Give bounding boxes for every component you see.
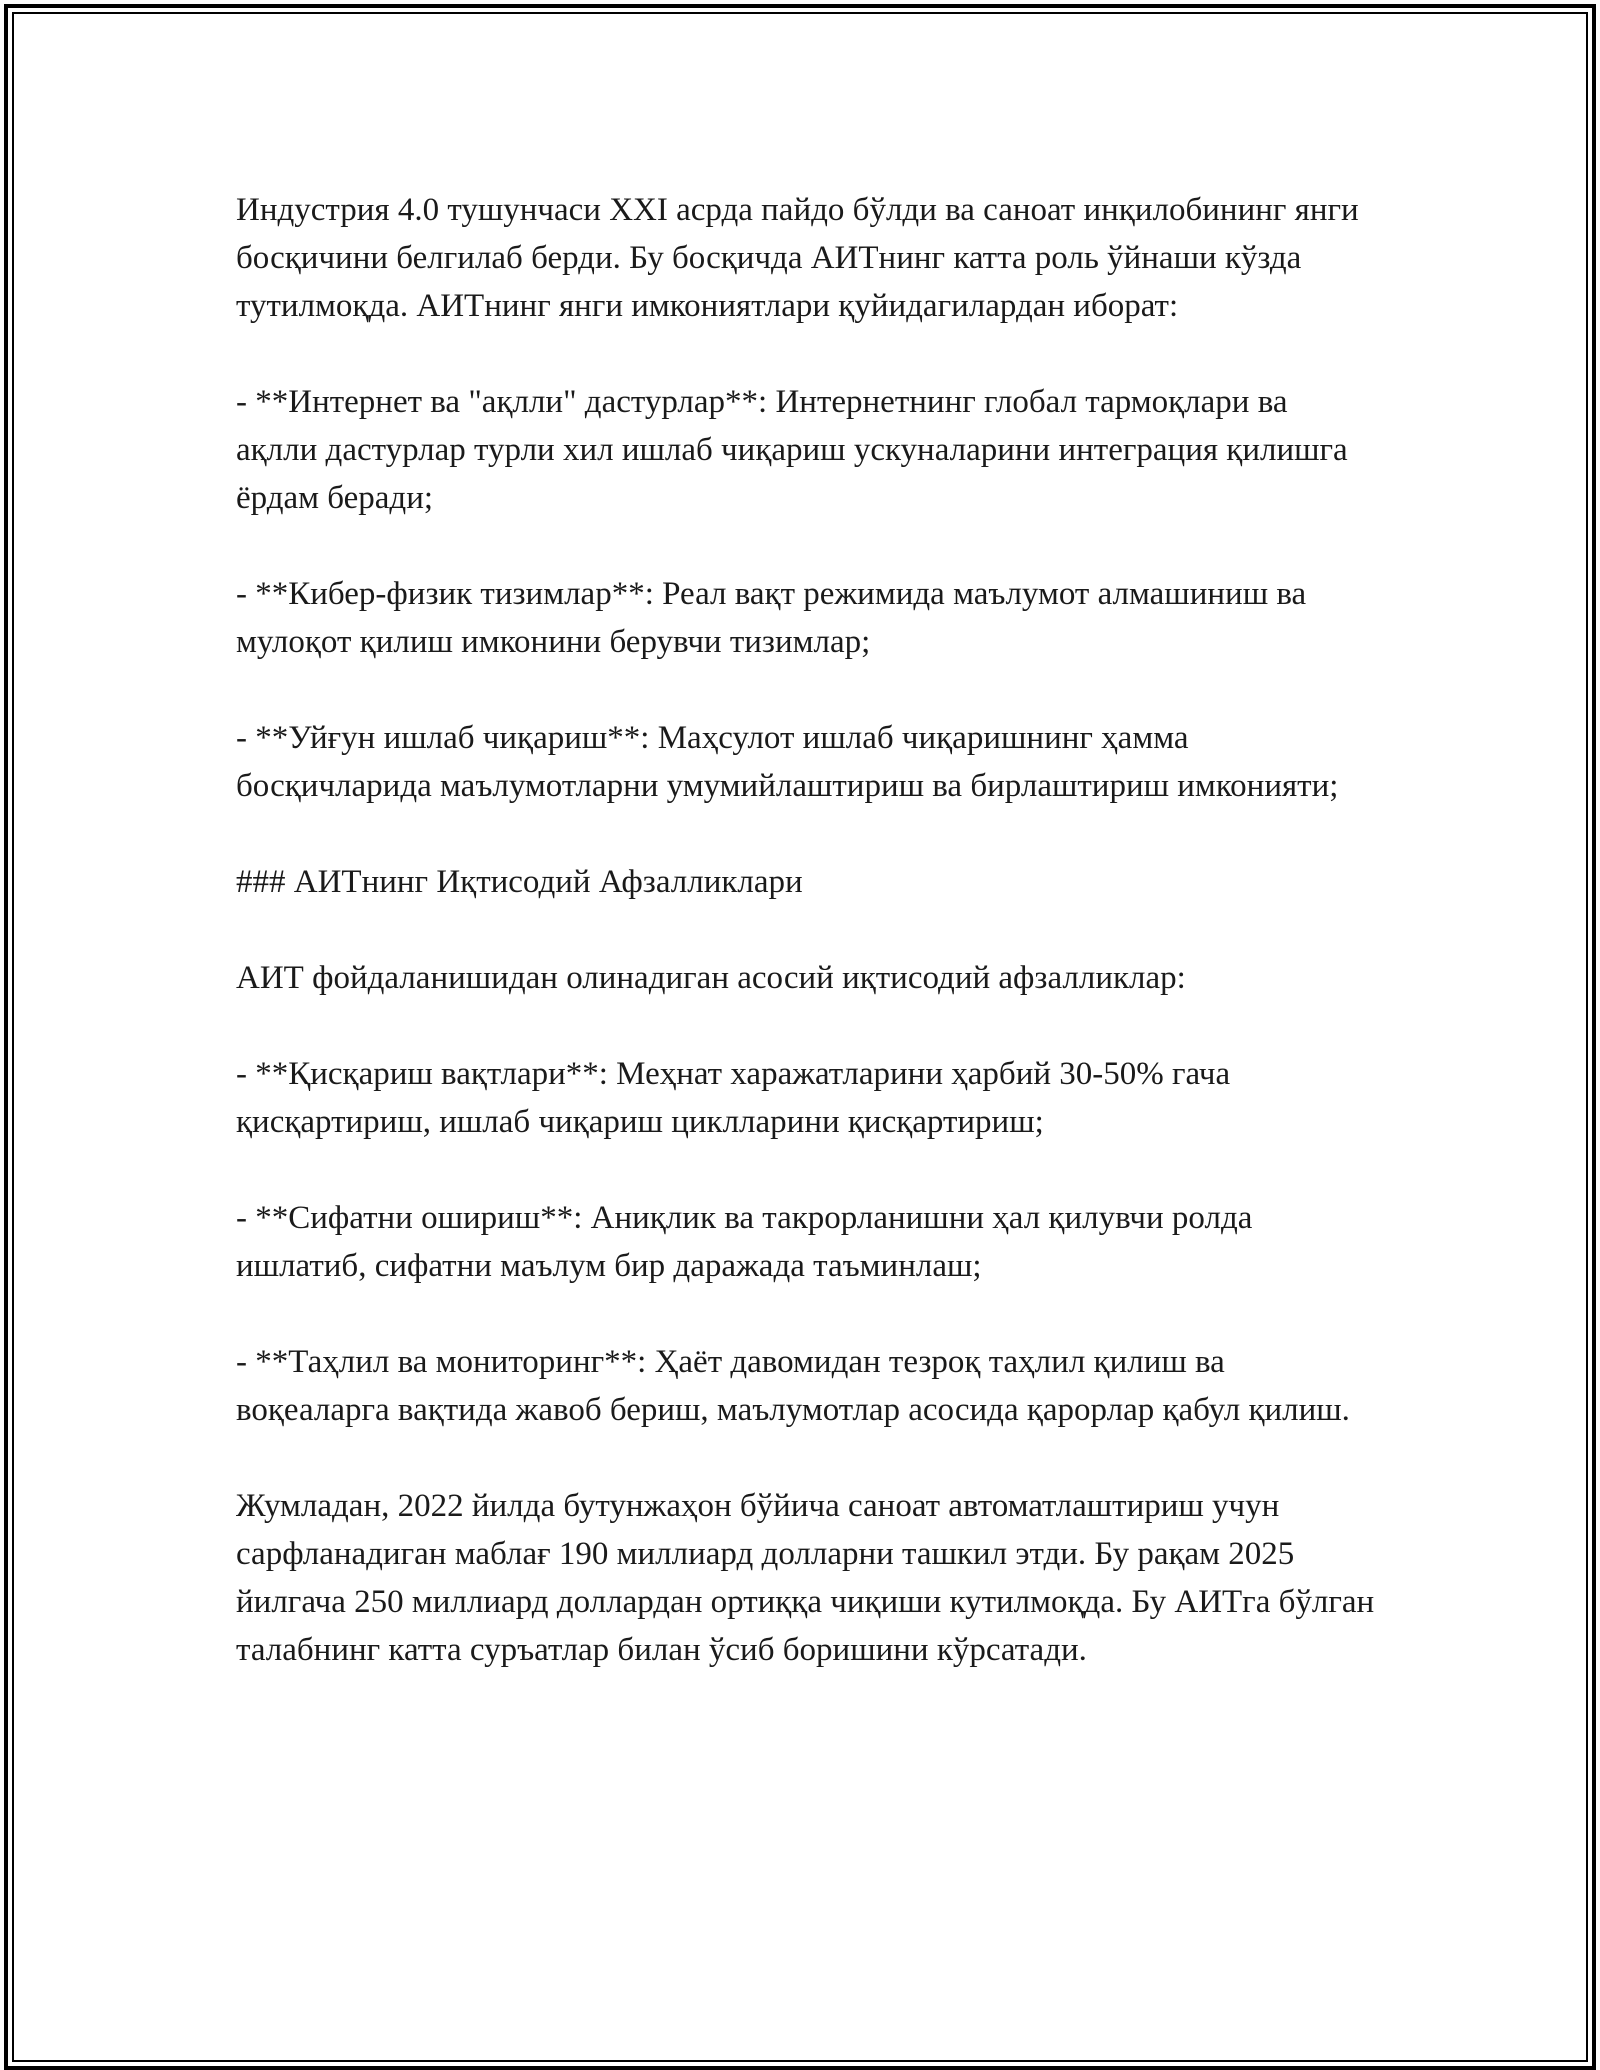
list-item-analysis: - **Таҳлил ва мониторинг**: Ҳаёт давомидан тезроқ таҳлил қилиш ва воқеаларга вақтида жавоб бериш, маълумотлар асосида қарорлар қабул қилиш.: [236, 1344, 1350, 1428]
list-item-quality: - **Сифатни ошириш**: Аниқлик ва такрорланишни ҳал қилувчи ролда ишлатиб, сифатни маълум бир даражада таъминлаш;: [236, 1200, 1253, 1284]
benefits-intro-paragraph: АИТ фойдаланишидан олинадиган асосий иқтисодий афзалликлар:: [236, 960, 1186, 996]
section-heading: ### АИТнинг Иқтисодий Афзалликлари: [236, 864, 803, 900]
closing-paragraph: Жумладан, 2022 йилда бутунжаҳон бўйича саноат автоматлаштириш учун сарфланадиган маблағ 190 миллиард долларни ташкил этди. Бу рақам 2025 йилгача 250 миллиард доллардан ортиққа чиқиши кутилмоқда. Бу АИТга бўлган талабнинг катта суръатлар билан ўсиб боришини кўрсатади.: [236, 1488, 1375, 1668]
list-item-time-reduction: - **Қисқариш вақтлари**: Меҳнат харажатларини ҳарбий 30-50% гача қисқартириш, ишлаб чиқариш циклларини қисқартириш;: [236, 1056, 1231, 1140]
list-item-internet: - **Интернет ва "ақлли" дастурлар**: Интернетнинг глобал тармоқлари ва ақлли дастурлар турли хил ишлаб чиқариш ускуналарини интеграция қилишга ёрдам беради;: [236, 384, 1348, 516]
list-item-cyber-physical: - **Кибер-физик тизимлар**: Реал вақт режимида маълумот алмашиниш ва мулоқот қилиш имконини берувчи тизимлар;: [236, 576, 1307, 660]
list-item-integrated-production: - **Уйғун ишлаб чиқариш**: Маҳсулот ишлаб чиқаришнинг ҳамма босқичларида маълумотларни умумийлаштириш ва бирлаштириш имконияти;: [236, 720, 1339, 804]
document-body: [236, 186, 1376, 1674]
intro-paragraph: Индустрия 4.0 тушунчаси XXI асрда пайдо бўлди ва саноат инқилобининг янги босқичини белгилаб берди. Бу босқичда АИТнинг катта роль ўйнаши кўзда тутилмоқда. АИТнинг янги имкониятлари қуйидагилардан иборат:: [236, 192, 1359, 324]
